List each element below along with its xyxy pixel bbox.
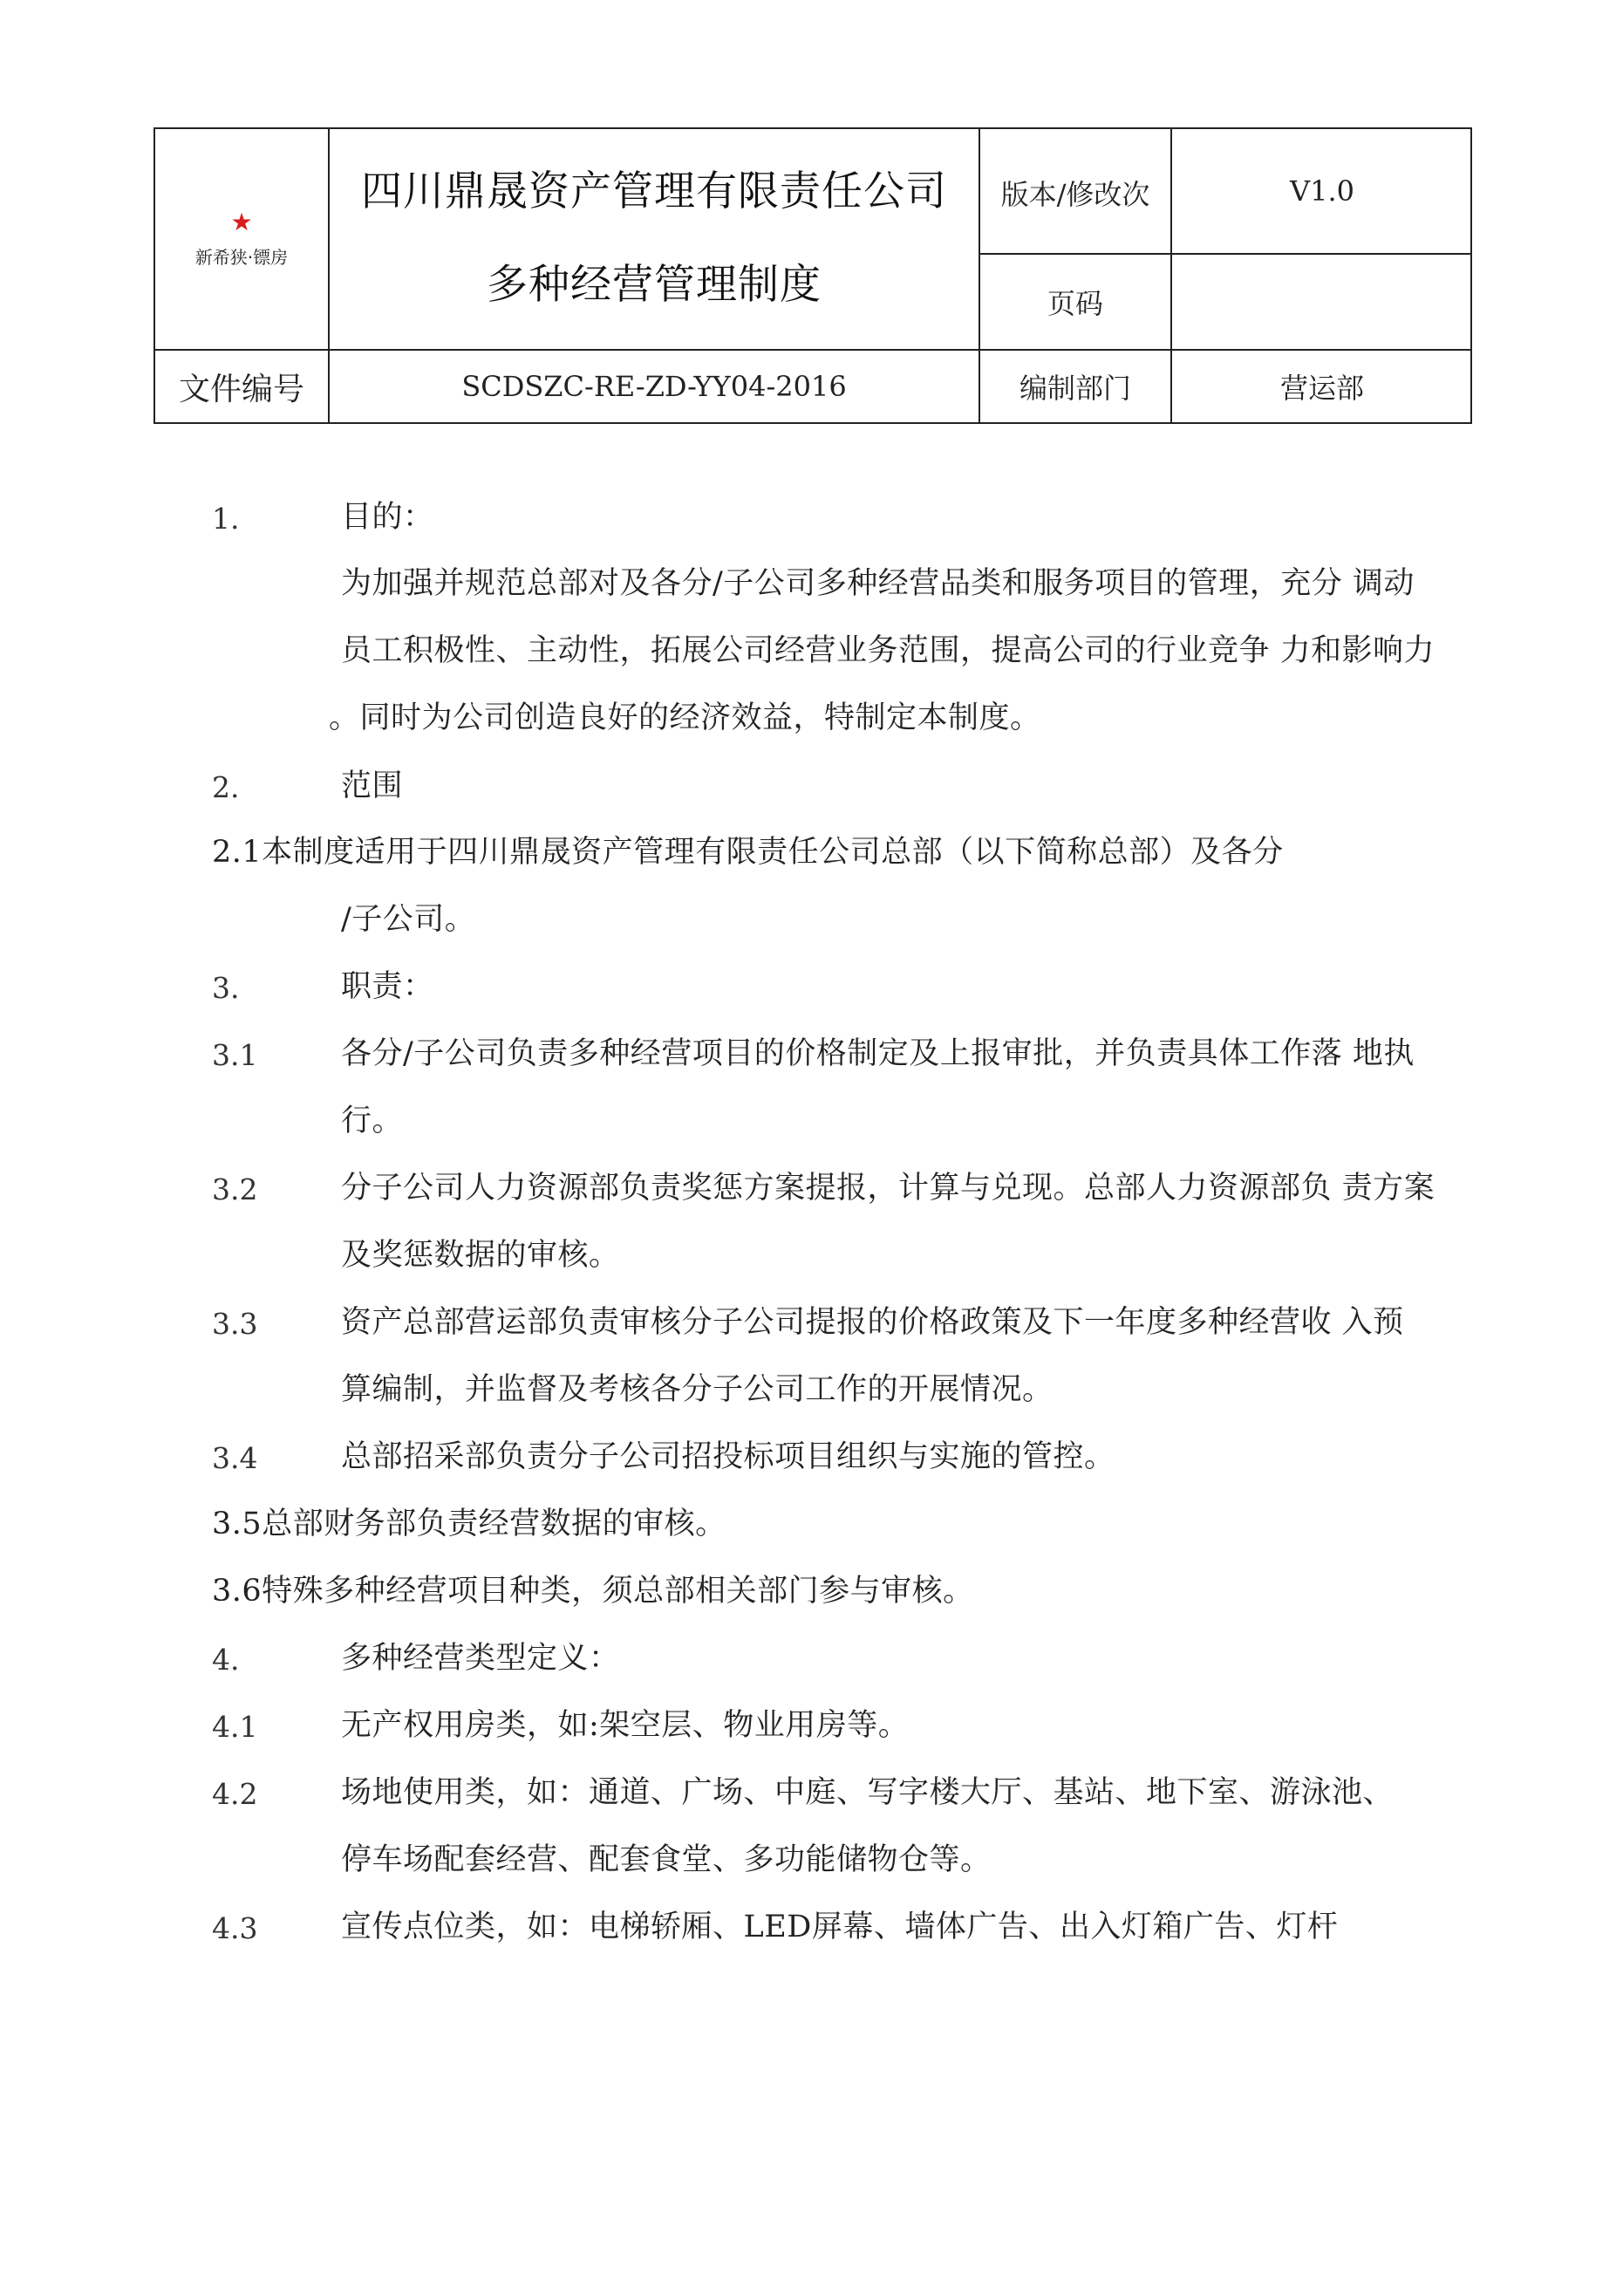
paragraph-line: 资产总部营运部负责审核分子公司提报的价格政策及下一年度多种经营收 入预 [341,1305,1404,1340]
paragraph-line: 算编制，并监督及考核各分子公司工作的开展情况。 [341,1372,1054,1407]
section-heading: 范围 [341,769,404,803]
item-number: 3.3 [212,1307,258,1341]
paragraph-line: 无产权用房类，如:架空层、物业用房等。 [341,1708,910,1743]
paragraph-line: 3.6特殊多种经营项目种类，须总部相关部门参与审核。 [212,1574,974,1609]
dept-label: 编制部门 [1019,372,1131,405]
paragraph-line: 停车场配套经营、配套食堂、多功能储物仓等。 [341,1842,992,1877]
item-number: 4.1 [212,1710,258,1744]
dept-value: 营运部 [1279,372,1364,405]
item-number: 4.3 [212,1911,258,1945]
paragraph-line: /子公司。 [341,902,476,937]
title-line-1: 四川鼎晟资产管理有限责任公司 [361,167,947,215]
paragraph-line: 宣传点位类，如：电梯轿厢、LED屏幕、墙体广告、出入灯箱广告、灯杆 [341,1910,1339,1944]
doc-number-label: 文件编号 [178,371,304,407]
page-value [1172,255,1472,349]
version-value: V1.0 [1290,174,1354,208]
section-number: 2. [212,770,240,804]
section-heading: 职责： [341,969,434,1004]
item-number: 3.4 [212,1441,258,1475]
paragraph-line: 2.1本制度适用于四川鼎晟资产管理有限责任公司总部（以下简称总部）及各分 [212,835,1284,870]
company-logo [155,129,328,349]
paragraph-line: 分子公司人力资源部负责奖惩方案提报，计算与兑现。总部人力资源部负 责方案 [341,1171,1435,1206]
section-number: 1. [212,502,240,536]
paragraph-line: 及奖惩数据的审核。 [341,1238,620,1273]
logo-text: 新希狭·镖房 [194,246,289,268]
page-label: 页码 [1047,287,1103,320]
paragraph-line: 3.5总部财务部负责经营数据的审核。 [212,1507,726,1541]
item-number: 3.2 [212,1172,258,1206]
paragraph-line: 总部招采部负责分子公司招投标项目组织与实施的管控。 [341,1439,1115,1474]
doc-number-value: SCDSZC-RE-ZD-YY04-2016 [461,370,847,403]
section-heading: 多种经营类型定义： [341,1641,620,1676]
paragraph-line: 场地使用类，如：通道、广场、中庭、写字楼大厅、基站、地下室、游泳池、 [341,1775,1395,1810]
item-number: 3.1 [212,1038,258,1072]
paragraph-line: 员工积极性、主动性，拓展公司经营业务范围，提高公司的行业竞争 力和影响力 [341,633,1435,668]
section-number: 3. [212,971,240,1005]
star-icon: ★ [230,207,253,236]
header-table [153,127,1472,424]
document-title [330,129,979,349]
paragraph-line: 行。 [341,1104,404,1138]
paragraph-line: 为加强并规范总部对及各分/子公司多种经营品类和服务项目的管理，充分 调动 [341,566,1415,601]
paragraph-line: 各分/子公司负责多种经营项目的价格制定及上报审批，并负责具体工作落 地执 [341,1036,1415,1071]
section-heading: 目的： [341,500,434,535]
title-line-2: 多种经营管理制度 [487,261,822,309]
paragraph-line: 。同时为公司创造良好的经济效益，特制定本制度。 [329,700,1041,735]
version-label: 版本/修改次 [1000,178,1150,211]
section-number: 4. [212,1643,240,1677]
item-number: 4.2 [212,1777,258,1811]
